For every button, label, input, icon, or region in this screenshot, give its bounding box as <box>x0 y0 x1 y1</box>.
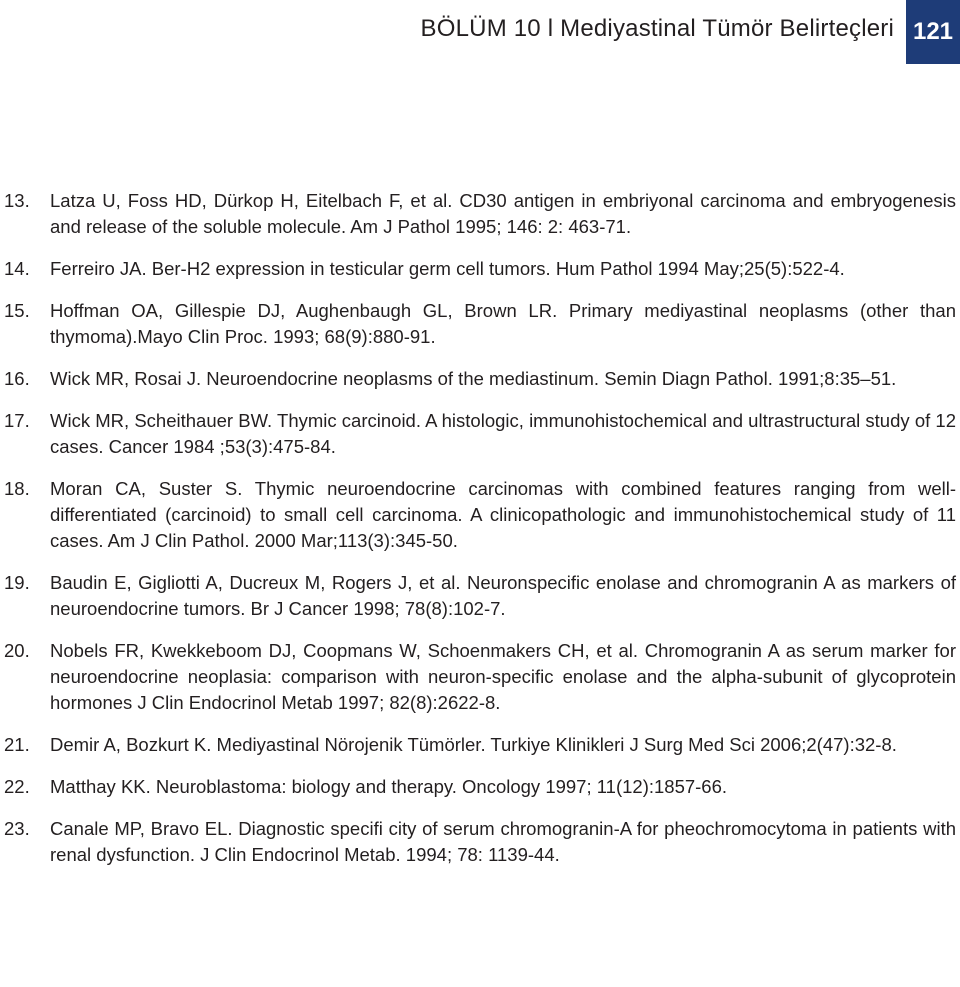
reference-text: Hoffman OA, Gillespie DJ, Aughenbaugh GL, Brown LR. Primary mediyastinal neoplasms (other than thymoma).Mayo Clin Proc. 1993; 68(9):880-91. <box>50 300 956 347</box>
reference-number: 23. <box>4 818 30 839</box>
reference-number: 16. <box>4 368 30 389</box>
reference-item <box>4 188 956 240</box>
page-header <box>0 0 960 64</box>
reference-number: 22. <box>4 776 30 797</box>
reference-number: 18. <box>4 478 30 499</box>
reference-number: 15. <box>4 300 30 321</box>
reference-text: Demir A, Bozkurt K. Mediyastinal Nörojenik Tümörler. Turkiye Klinikleri J Surg Med Sci 2006;2(47):32-8. <box>50 734 897 755</box>
reference-number: 17. <box>4 410 30 431</box>
reference-text: Matthay KK. Neuroblastoma: biology and therapy. Oncology 1997; 11(12):1857-66. <box>50 776 728 797</box>
reference-item <box>4 816 956 868</box>
reference-item <box>4 298 956 350</box>
reference-number: 14. <box>4 258 30 279</box>
reference-item <box>4 638 956 716</box>
reference-number: 13. <box>4 190 30 211</box>
reference-text: Latza U, Foss HD, Dürkop H, Eitelbach F, et al. CD30 antigen in embriyonal carcinoma and embryogenesis and release of the soluble molecule. Am J Pathol 1995; 146: 2: 463-71. <box>50 190 956 237</box>
page-number-badge: 121 <box>906 0 960 64</box>
reference-text: Nobels FR, Kwekkeboom DJ, Coopmans W, Schoenmakers CH, et al. Chromogranin A as serum marker for neuroendocrine neoplasia: comparison with neuron-specific enolase and the alpha-subunit of glycoprotein hormones J Clin Endocrinol Metab 1997; 82(8):2622-8. <box>50 640 956 713</box>
reference-number: 21. <box>4 734 30 755</box>
reference-text: Wick MR, Scheithauer BW. Thymic carcinoid. A histologic, immunohistochemical and ultrastructural study of 12 cases. Cancer 1984 ;53(3):475-84. <box>50 410 956 457</box>
reference-item <box>4 476 956 554</box>
reference-item <box>4 366 956 392</box>
reference-number: 19. <box>4 572 30 593</box>
reference-item <box>4 570 956 622</box>
reference-item <box>4 774 956 800</box>
reference-list <box>4 188 956 884</box>
reference-text: Wick MR, Rosai J. Neuroendocrine neoplasms of the mediastinum. Semin Diagn Pathol. 1991;8:35–51. <box>50 368 897 389</box>
reference-text: Moran CA, Suster S. Thymic neuroendocrine carcinomas with combined features ranging from well-differentiated (carcinoid) to small cell carcinoma. A clinicopathologic and immunohistochemical study of 11 cases. Am J Clin Pathol. 2000 Mar;113(3):345-50. <box>50 478 956 551</box>
reference-text: Baudin E, Gigliotti A, Ducreux M, Rogers J, et al. Neuronspecific enolase and chromogranin A as markers of neuroendocrine tumors. Br J Cancer 1998; 78(8):102-7. <box>50 572 956 619</box>
reference-text: Ferreiro JA. Ber-H2 expression in testicular germ cell tumors. Hum Pathol 1994 May;25(5):522-4. <box>50 258 845 279</box>
reference-item <box>4 732 956 758</box>
chapter-title: BÖLÜM 10 l Mediyastinal Tümör Belirteçleri <box>420 15 894 42</box>
reference-item <box>4 256 956 282</box>
reference-text: Canale MP, Bravo EL. Diagnostic specifi city of serum chromogranin-A for pheochromocytoma in patients with renal dysfunction. J Clin Endocrinol Metab. 1994; 78: 1139-44. <box>50 818 956 865</box>
reference-number: 20. <box>4 640 30 661</box>
reference-item <box>4 408 956 460</box>
